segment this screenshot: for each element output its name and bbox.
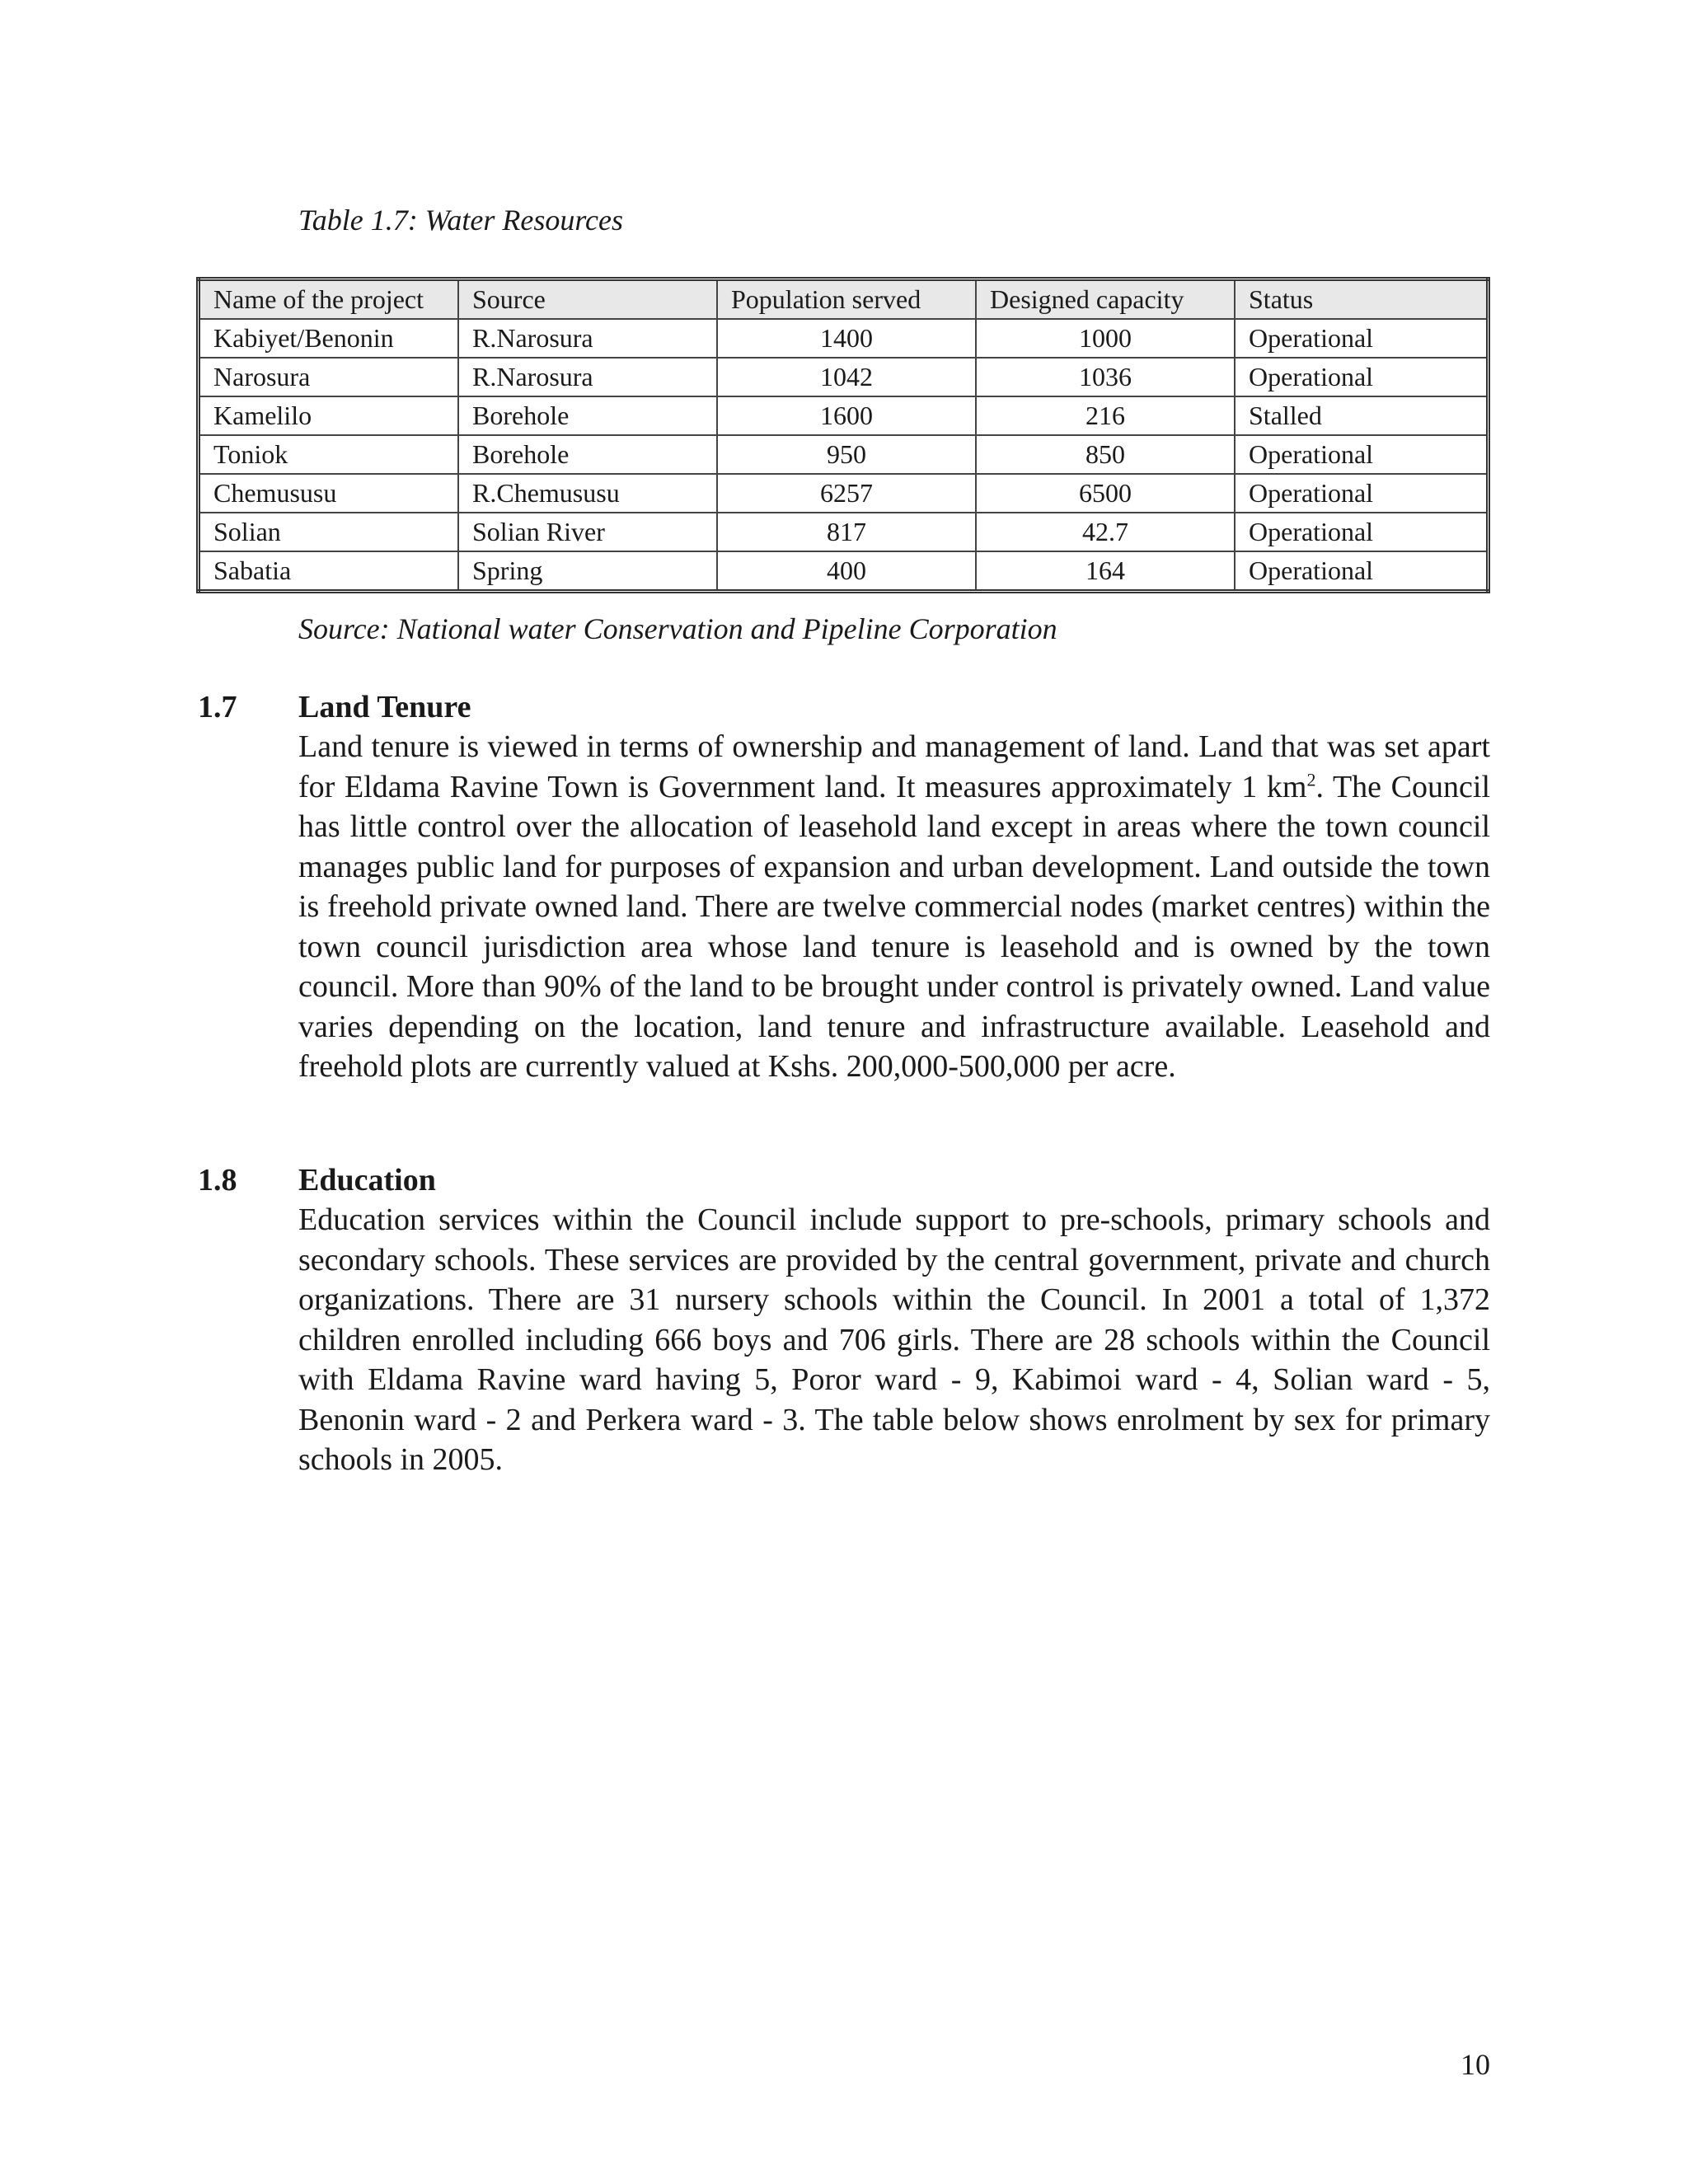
table-row — [199, 358, 1489, 396]
cell-source: Borehole — [458, 396, 717, 435]
table-row — [199, 551, 1489, 592]
table-header-row — [199, 279, 1489, 320]
section-number-land-tenure: 1.7 — [198, 690, 237, 724]
cell-source: Spring — [458, 551, 717, 592]
cell-population: 1400 — [717, 319, 976, 358]
header-population-served: Population served — [717, 279, 976, 320]
section-title-land-tenure: Land Tenure — [298, 690, 471, 724]
header-designed-capacity: Designed capacity — [976, 279, 1235, 320]
header-project-name: Name of the project — [199, 279, 459, 320]
cell-population: 817 — [717, 513, 976, 551]
cell-source: R.Narosura — [458, 358, 717, 396]
cell-source: Borehole — [458, 435, 717, 474]
cell-status: Operational — [1235, 551, 1489, 592]
cell-status: Operational — [1235, 474, 1489, 513]
table-row — [199, 319, 1489, 358]
cell-project: Chemususu — [199, 474, 459, 513]
cell-capacity: 164 — [976, 551, 1235, 592]
cell-status: Operational — [1235, 319, 1489, 358]
cell-project: Narosura — [199, 358, 459, 396]
cell-capacity: 1036 — [976, 358, 1235, 396]
section-number-education: 1.8 — [198, 1163, 237, 1197]
cell-project: Sabatia — [199, 551, 459, 592]
cell-capacity: 42.7 — [976, 513, 1235, 551]
table-caption: Table 1.7: Water Resources — [298, 204, 623, 237]
cell-population: 950 — [717, 435, 976, 474]
cell-status: Operational — [1235, 358, 1489, 396]
water-resources-table — [196, 277, 1490, 593]
cell-population: 6257 — [717, 474, 976, 513]
cell-status: Stalled — [1235, 396, 1489, 435]
table-source-note: Source: National water Conservation and Pipeline Corporation — [298, 612, 1057, 645]
table-row — [199, 396, 1489, 435]
cell-capacity: 1000 — [976, 319, 1235, 358]
table-row — [199, 513, 1489, 551]
cell-project: Kabiyet/Benonin — [199, 319, 459, 358]
paragraph-land-tenure — [298, 727, 1490, 1087]
paragraph-education: Education services within the Council include support to pre-schools, primary schools and secondary schools. These services are provided by the central government, private and church organizations. There are 31 nursery schools within the Council. In 2001 a total of 1,372 children enrolled including 666 boys and 706 girls. There are 28 schools within the Council with Eldama Ravine ward having 5, Poror ward - 9, Kabimoi ward - 4, Solian ward - 5, Benonin ward - 2 and Perkera ward - 3. The table below shows enrolment by sex for primary schools in 2005. — [298, 1202, 1490, 1477]
land-tenure-text-part-1: Land tenure is viewed in terms of ownership and management of land. Land that was set apart for Eldama Ravine Town is Government land. It measures approximately 1 km — [298, 729, 1490, 804]
cell-capacity: 850 — [976, 435, 1235, 474]
cell-project: Solian — [199, 513, 459, 551]
header-source: Source — [458, 279, 717, 320]
page-number: 10 — [1461, 2048, 1490, 2081]
cell-project: Toniok — [199, 435, 459, 474]
cell-status: Operational — [1235, 513, 1489, 551]
land-tenure-text-part-2: . The Council has little control over the allocation of leasehold land except in areas where the town council manages public land for purposes of expansion and urban development. Land outside the town is freehold private owned land. There are twelve commercial nodes (market centres) within the town council jurisdiction area whose land tenure is leasehold and is owned by the town council. More than 90% of the land to be brought under control is privately owned. Land value varies depending on the location, land tenure and infrastructure available. Leasehold and freehold plots are currently valued at Kshs. 200,000-500,000 per acre. — [298, 769, 1491, 1084]
table-row — [199, 474, 1489, 513]
table-row — [199, 435, 1489, 474]
cell-capacity: 216 — [976, 396, 1235, 435]
cell-source: R.Chemususu — [458, 474, 717, 513]
cell-source: R.Narosura — [458, 319, 717, 358]
cell-status: Operational — [1235, 435, 1489, 474]
cell-population: 400 — [717, 551, 976, 592]
header-status: Status — [1235, 279, 1489, 320]
cell-population: 1600 — [717, 396, 976, 435]
cell-source: Solian River — [458, 513, 717, 551]
cell-project: Kamelilo — [199, 396, 459, 435]
cell-population: 1042 — [717, 358, 976, 396]
cell-capacity: 6500 — [976, 474, 1235, 513]
section-title-education: Education — [298, 1163, 436, 1197]
superscript-squared: 2 — [1306, 768, 1316, 790]
